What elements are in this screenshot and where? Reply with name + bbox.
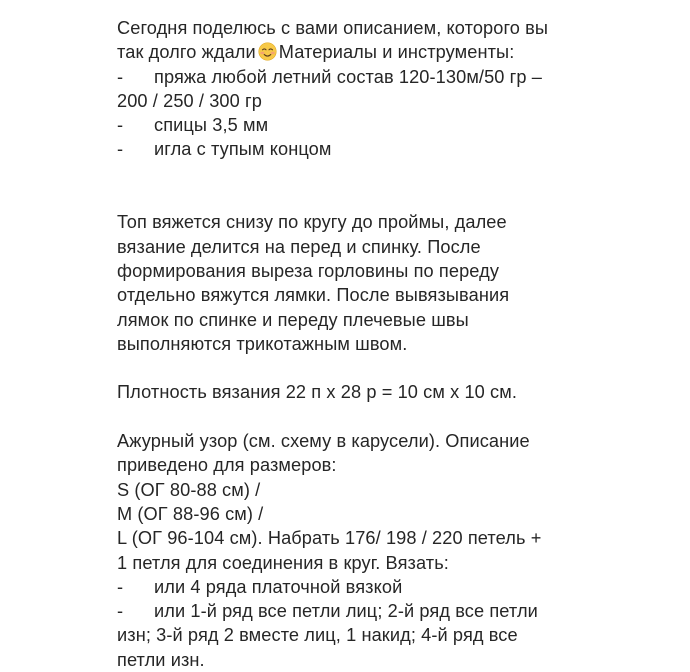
pattern-line: 1 петля для соединения в круг. Вязать: — [117, 552, 449, 573]
pattern-option-2-continuation: петли изн. — [117, 649, 205, 670]
pattern-option-2 — [117, 599, 677, 623]
materials-item-sewing-needle — [117, 137, 677, 161]
gauge-line: Плотность вязания 22 п х 28 р = 10 см х 10 см. — [117, 382, 517, 403]
list-dash: - — [117, 576, 124, 597]
smiling-face-icon — [258, 42, 277, 61]
intro-text-before-emoji: так долго ждали — [117, 42, 256, 63]
pattern-line: Ажурный узор (см. схему в карусели). Описание — [117, 431, 530, 452]
materials-item-yarn — [117, 65, 677, 89]
materials-item-needles-text: спицы 3,5 мм — [154, 115, 269, 136]
materials-item-sewing-needle-text: игла с тупым концом — [154, 139, 332, 160]
intro-line-1: Сегодня поделюсь с вами описанием, которого вы — [117, 18, 549, 38]
paragraph-gap — [117, 162, 677, 186]
pattern-option-1 — [117, 575, 677, 599]
construction-line: выполняются трикотажным швом. — [117, 333, 408, 354]
size-m-line: M (ОГ 88-96 см) / — [117, 503, 264, 524]
construction-line: формирования выреза горловины по переду — [117, 260, 500, 281]
list-dash: - — [117, 139, 124, 160]
materials-item-yarn-text: пряжа любой летний состав 120-130м/50 гр – — [154, 66, 542, 87]
size-l-line: L (ОГ 96-104 см). Набрать 176/ 198 / 220 петель + — [117, 528, 542, 549]
list-dash: - — [117, 66, 124, 87]
pattern-option-2-continuation: изн; 3-й ряд 2 вместе лиц, 1 накид; 4-й ряд все — [117, 625, 518, 646]
document-page — [117, 16, 677, 672]
list-dash: - — [117, 115, 124, 136]
construction-line: лямок по спинке и переду плечевые швы — [117, 309, 469, 330]
materials-item-needles — [117, 113, 677, 137]
list-dash: - — [117, 601, 124, 622]
intro-text-after-emoji: Материалы и инструменты: — [278, 42, 515, 63]
construction-line: вязание делится на перед и спинку. После — [117, 236, 481, 257]
paragraph-gap — [117, 186, 677, 210]
intro-line-2 — [117, 40, 677, 64]
paragraph-gap — [117, 405, 677, 429]
pattern-line: приведено для размеров: — [117, 455, 337, 476]
pattern-option-2-text: или 1-й ряд все петли лиц; 2-й ряд все петли — [154, 601, 538, 622]
paragraph-gap — [117, 356, 677, 380]
size-s-line: S (ОГ 80-88 см) / — [117, 479, 261, 500]
pattern-option-1-text: или 4 ряда платочной вязкой — [154, 576, 403, 597]
construction-line: отдельно вяжутся лямки. После вывязывания — [117, 285, 510, 306]
materials-item-yarn-continuation: 200 / 250 / 300 гр — [117, 90, 262, 111]
construction-line: Топ вяжется снизу по кругу до проймы, далее — [117, 212, 507, 233]
